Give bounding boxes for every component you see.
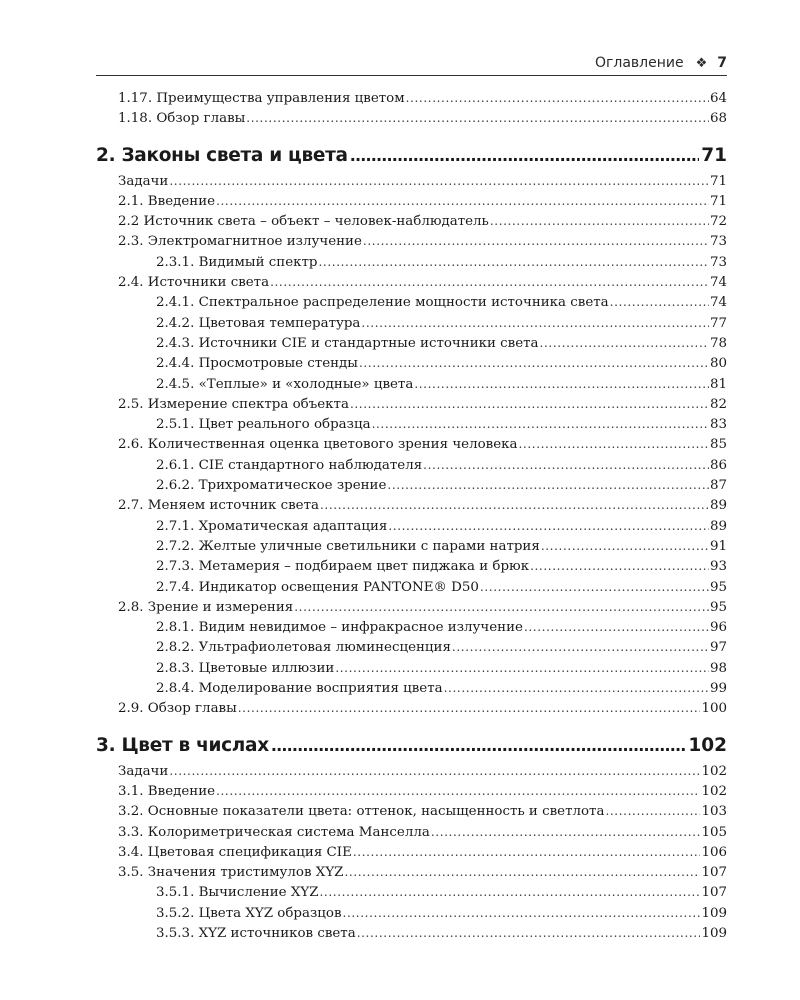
- toc-entry-title: 3.4. Цветовая спецификация CIE: [118, 844, 352, 860]
- toc-entry-title: 2.6.1. CIE стандартного наблюдателя: [156, 457, 423, 473]
- toc-entry[interactable]: [96, 88, 727, 108]
- toc-entry-page: 98: [709, 660, 727, 676]
- dot-leader: [318, 252, 708, 273]
- toc-entry[interactable]: [96, 637, 727, 657]
- toc-entry-title: 2.3. Электромагнитное излучение: [118, 234, 362, 250]
- toc-entry-title: 3.3. Колориметрическая система Манселла: [118, 824, 430, 840]
- dot-leader: [431, 822, 701, 843]
- toc-entry-page: 105: [701, 824, 727, 840]
- toc-entry-title: 3.5.3. XYZ источников света: [156, 925, 356, 941]
- dot-leader: [541, 536, 709, 557]
- dot-leader: [246, 108, 709, 129]
- toc-entry-page: 71: [709, 193, 727, 209]
- toc-entry[interactable]: [96, 495, 727, 515]
- toc-entry-page: 100: [701, 701, 727, 717]
- toc-entry-title: 2.5.1. Цвет реального образца: [156, 417, 371, 433]
- toc-entry-page: 68: [709, 111, 727, 127]
- toc-entry-title: 2.3.1. Видимый спектр: [156, 254, 318, 270]
- toc-entry[interactable]: [96, 414, 727, 434]
- dot-leader: [530, 556, 709, 577]
- toc-entry[interactable]: [96, 231, 727, 251]
- chapter-title: 3. Цвет в числах: [96, 734, 269, 756]
- toc-entry-page: 71: [709, 173, 727, 189]
- toc-entry[interactable]: [96, 882, 727, 902]
- toc-entry[interactable]: [96, 698, 727, 718]
- dot-leader: [610, 292, 709, 313]
- toc-entry-title: 2.5. Измерение спектра объекта: [118, 396, 349, 412]
- dot-leader: [350, 143, 700, 169]
- toc-entry[interactable]: [96, 761, 727, 781]
- dot-leader: [270, 272, 709, 293]
- toc-entry[interactable]: [96, 822, 727, 842]
- toc-entry-title: 2.8.4. Моделирование восприятия цвета: [156, 681, 443, 697]
- toc-entry-title: Задачи: [118, 763, 169, 779]
- dot-leader: [359, 353, 709, 374]
- toc-entry-page: 74: [709, 275, 727, 291]
- toc-entry-page: 64: [709, 91, 727, 106]
- table-of-contents: [96, 88, 727, 943]
- toc-entry-page: 96: [709, 620, 727, 636]
- toc-entry-page: 81: [709, 376, 727, 392]
- dot-leader: [605, 801, 700, 822]
- dot-leader: [320, 882, 701, 903]
- toc-entry-title: 3.5.1. Вычисление XYZ: [156, 885, 319, 901]
- toc-entry[interactable]: [96, 516, 727, 536]
- toc-entry-page: 93: [709, 559, 727, 575]
- toc-entry-title: 2.9. Обзор главы: [118, 701, 237, 717]
- toc-entry-title: 2.6. Количественная оценка цветового зрения человека: [118, 437, 518, 453]
- toc-entry-page: 109: [701, 905, 727, 921]
- header-rule: [96, 75, 727, 76]
- toc-entry-title: 1.18. Обзор главы: [118, 111, 246, 127]
- toc-entry[interactable]: [96, 678, 727, 698]
- dot-leader: [540, 333, 709, 354]
- toc-entry[interactable]: [96, 617, 727, 637]
- toc-entry-title: 2.4.4. Просмотровые стенды: [156, 356, 358, 372]
- toc-entry-page: 73: [709, 234, 727, 250]
- toc-entry-page: 99: [709, 681, 727, 697]
- toc-entry[interactable]: [96, 556, 727, 576]
- toc-entry-page: 87: [709, 478, 727, 494]
- toc-entry-page: 80: [709, 356, 727, 372]
- toc-entry-page: 91: [709, 538, 727, 554]
- toc-entry[interactable]: [96, 801, 727, 821]
- toc-entry-page: 95: [709, 579, 727, 595]
- toc-entry[interactable]: [96, 781, 727, 801]
- dot-leader: [363, 231, 709, 252]
- dot-leader: [524, 617, 709, 638]
- dot-leader: [271, 733, 687, 759]
- dot-leader: [320, 495, 709, 516]
- toc-entry-title: 2.8.1. Видим невидимое – инфракрасное излучение: [156, 620, 523, 636]
- dot-leader: [343, 903, 701, 924]
- toc-entry-page: 86: [709, 457, 727, 473]
- toc-entry-title: 2.8.2. Ультрафиолетовая люминесценция: [156, 640, 451, 656]
- dot-leader: [350, 394, 709, 415]
- dot-leader: [372, 414, 709, 435]
- toc-entry-title: 1.17. Преимущества управления цветом: [118, 91, 405, 106]
- toc-entry[interactable]: [96, 374, 727, 394]
- toc-entry-title: 2.8. Зрение и измерения: [118, 599, 294, 615]
- diamond-ornament-icon: ❖: [695, 55, 708, 71]
- toc-entry-page: 78: [709, 335, 727, 351]
- toc-entry[interactable]: [96, 333, 727, 353]
- toc-entry-title: 3.1. Введение: [118, 783, 216, 799]
- toc-entry-page: 102: [701, 763, 727, 779]
- dot-leader: [480, 577, 709, 598]
- toc-entry-title: 2.6.2. Трихроматическое зрение: [156, 478, 387, 494]
- toc-entry-page: 83: [709, 417, 727, 433]
- dot-leader: [335, 658, 709, 679]
- dot-leader: [344, 862, 700, 883]
- toc-entry-title: 2.8.3. Цветовые иллюзии: [156, 660, 335, 676]
- toc-entry-page: 73: [709, 254, 727, 270]
- toc-entry[interactable]: [96, 597, 727, 617]
- toc-entry[interactable]: [96, 577, 727, 597]
- toc-entry-page: 103: [701, 804, 727, 820]
- running-header: [96, 52, 727, 74]
- toc-entry-title: 2.4.2. Цветовая температура: [156, 315, 361, 331]
- dot-leader: [452, 637, 709, 658]
- toc-entry-page: 82: [709, 396, 727, 412]
- toc-entry[interactable]: [96, 903, 727, 923]
- chapter-heading-2[interactable]: [96, 143, 727, 169]
- chapter-page: 102: [688, 734, 727, 756]
- toc-entry-page: 77: [709, 315, 727, 331]
- dot-leader: [518, 434, 708, 455]
- chapter-3-entries: [96, 761, 727, 944]
- toc-entry-title: 2.4. Источники света: [118, 275, 270, 291]
- toc-entry-title: 2.7.1. Хроматическая адаптация: [156, 518, 388, 534]
- toc-entry[interactable]: [96, 923, 727, 943]
- toc-entry[interactable]: [96, 171, 727, 191]
- toc-entry-page: 85: [709, 437, 727, 453]
- toc-entry-title: 2.2 Источник света – объект – человек-наблюдатель: [118, 214, 489, 230]
- toc-entry-title: 3.5. Значения тристимулов XYZ: [118, 865, 344, 881]
- toc-entry[interactable]: [96, 108, 727, 128]
- toc-entry-page: 89: [709, 518, 727, 534]
- toc-entry[interactable]: [96, 862, 727, 882]
- toc-entry-page: 102: [701, 783, 727, 799]
- toc-entry-page: 107: [701, 865, 727, 881]
- dot-leader: [216, 781, 700, 802]
- dot-leader: [490, 211, 709, 232]
- dot-leader: [169, 761, 700, 782]
- toc-entry[interactable]: [96, 455, 727, 475]
- toc-entry-title: 2.4.3. Источники CIE и стандартные источники света: [156, 335, 539, 351]
- toc-entry[interactable]: [96, 313, 727, 333]
- dot-leader: [238, 698, 701, 719]
- toc-entry[interactable]: [96, 211, 727, 231]
- dot-leader: [423, 455, 709, 476]
- dot-leader: [294, 597, 709, 618]
- toc-entry-page: 109: [701, 925, 727, 941]
- dot-leader: [353, 842, 701, 863]
- toc-entry-page: 106: [701, 844, 727, 860]
- toc-entry[interactable]: [96, 536, 727, 556]
- toc-entry-title: 3.2. Основные показатели цвета: оттенок, насыщенность и светлота: [118, 804, 605, 820]
- dot-leader: [444, 678, 709, 699]
- toc-entry-page: 107: [701, 885, 727, 901]
- dot-leader: [361, 313, 709, 334]
- dot-leader: [169, 171, 709, 192]
- toc-entry-title: 2.1. Введение: [118, 193, 216, 209]
- toc-entry[interactable]: [96, 394, 727, 414]
- toc-entry-page: 97: [709, 640, 727, 656]
- toc-entry-title: Задачи: [118, 173, 169, 189]
- toc-entry-title: 2.7. Меняем источник света: [118, 498, 319, 514]
- dot-leader: [387, 475, 709, 496]
- dot-leader: [388, 516, 709, 537]
- toc-entry-title: 2.7.4. Индикатор освещения PANTONE® D50: [156, 579, 479, 595]
- chapter-title: 2. Законы света и цвета: [96, 144, 348, 166]
- toc-entry[interactable]: [96, 475, 727, 495]
- toc-entry[interactable]: [96, 842, 727, 862]
- toc-entry-page: 72: [709, 214, 727, 230]
- chapter-page: 71: [701, 144, 727, 166]
- toc-entry-title: 2.7.2. Желтые уличные светильники с парами натрия: [156, 538, 540, 554]
- chapter-2-entries: [96, 171, 727, 719]
- dot-leader: [216, 191, 709, 212]
- toc-entry-page: 89: [709, 498, 727, 514]
- previous-chapter-entries: [96, 88, 727, 129]
- toc-entry[interactable]: [96, 191, 727, 211]
- toc-entry[interactable]: [96, 292, 727, 312]
- header-page-number: 7: [717, 55, 727, 71]
- dot-leader: [357, 923, 701, 944]
- toc-entry[interactable]: [96, 434, 727, 454]
- dot-leader: [414, 374, 709, 395]
- dot-leader: [406, 88, 709, 109]
- toc-entry[interactable]: [96, 658, 727, 678]
- toc-entry-title: 2.4.5. «Теплые» и «холодные» цвета: [156, 376, 414, 392]
- toc-entry-page: 95: [709, 599, 727, 615]
- toc-entry[interactable]: [96, 252, 727, 272]
- toc-entry[interactable]: [96, 353, 727, 373]
- toc-entry[interactable]: [96, 272, 727, 292]
- toc-entry-page: 74: [709, 295, 727, 311]
- toc-entry-title: 2.4.1. Спектральное распределение мощности источника света: [156, 295, 609, 311]
- chapter-heading-3[interactable]: [96, 733, 727, 759]
- toc-entry-title: 3.5.2. Цвета XYZ образцов: [156, 905, 342, 921]
- header-section-title: Оглавление: [595, 55, 684, 71]
- toc-entry-title: 2.7.3. Метамерия – подбираем цвет пиджака и брюк: [156, 559, 530, 575]
